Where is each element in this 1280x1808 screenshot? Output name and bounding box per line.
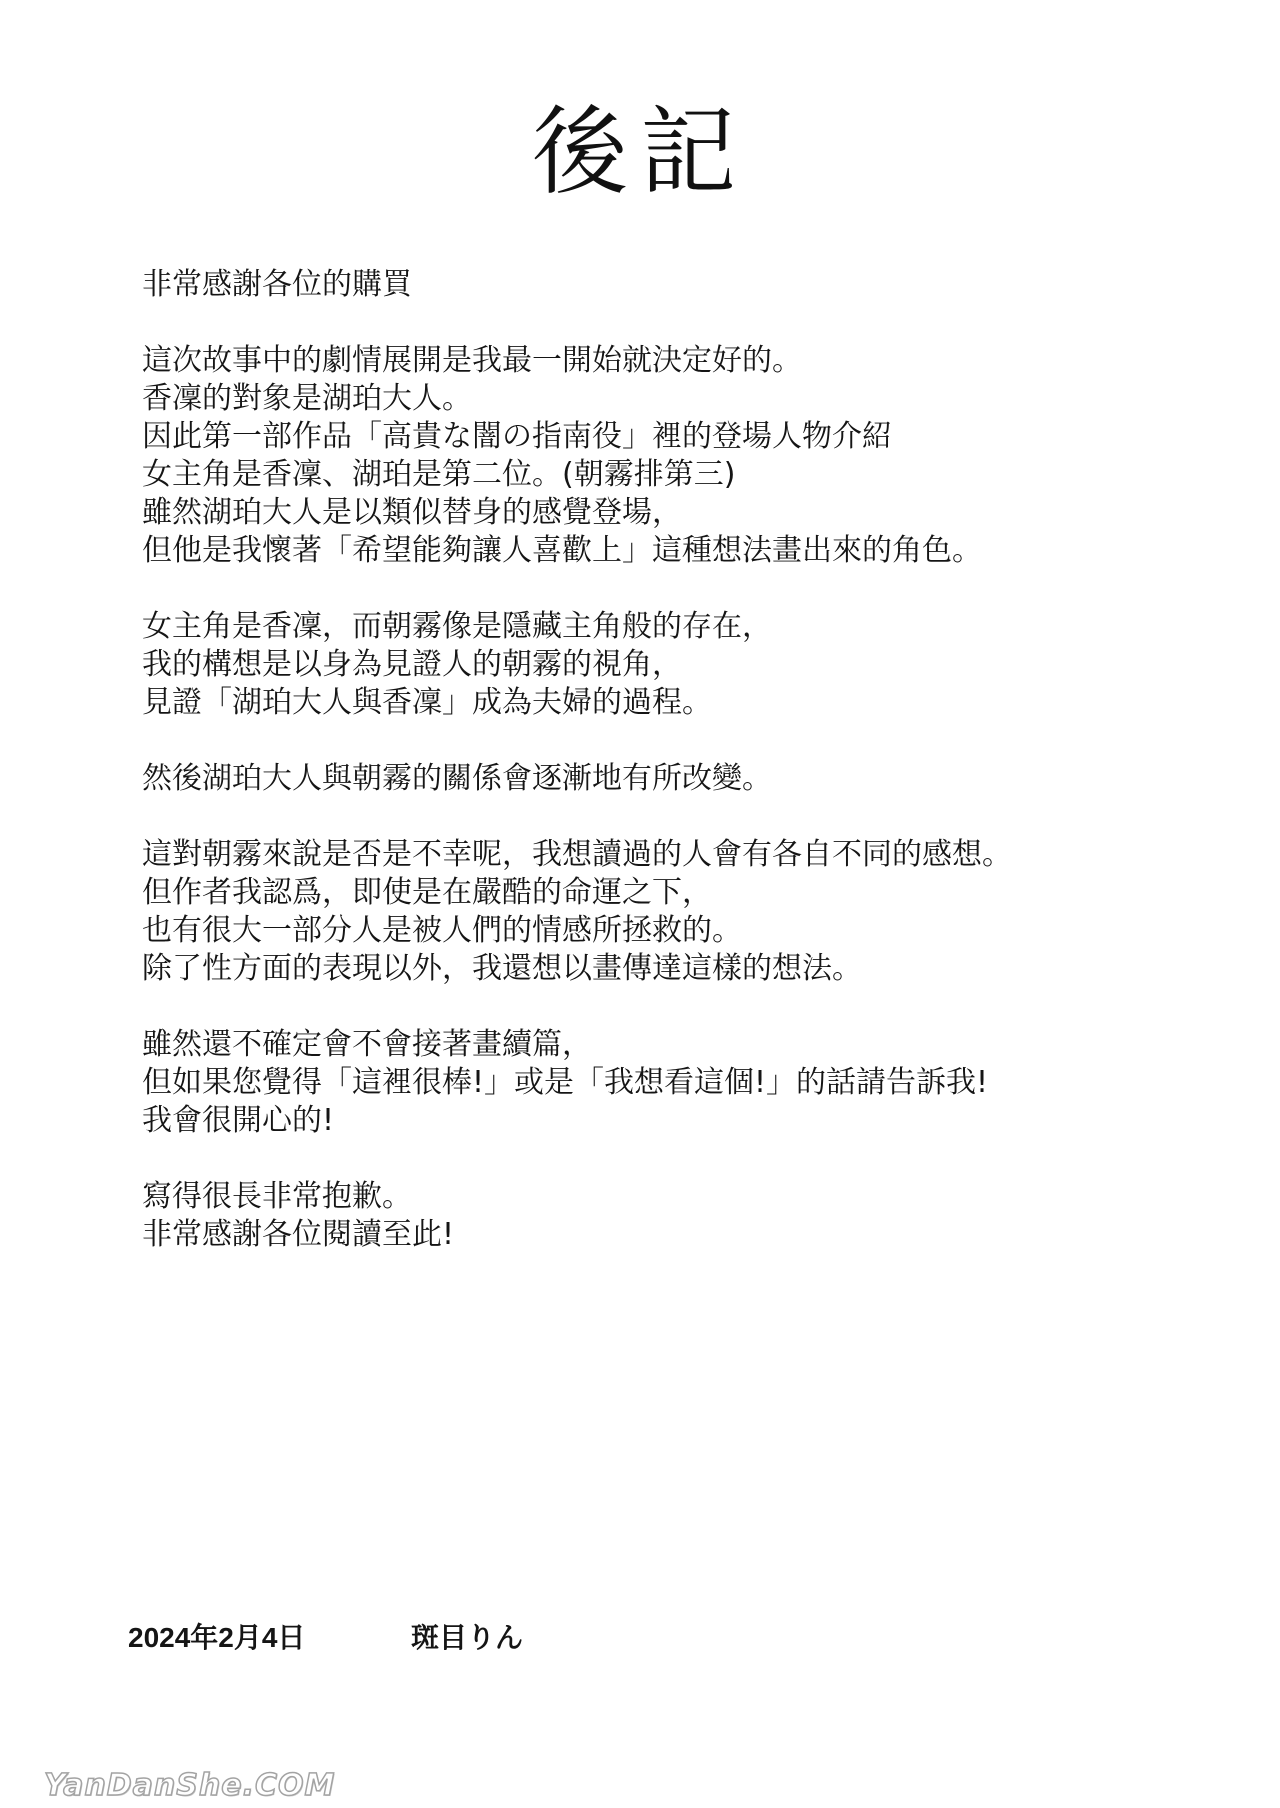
text-line: 也有很大一部分人是被人們的情感所拯救的。 — [142, 913, 742, 948]
text-line: 女主角是香凜、湖珀是第二位。(朝霧排第三) — [142, 457, 736, 492]
text-line: 非常感謝各位的購買 — [142, 267, 412, 302]
text-line: 然後湖珀大人與朝霧的關係會逐漸地有所改變。 — [142, 761, 772, 796]
paragraph — [142, 1026, 1162, 1140]
text-line: 這次故事中的劇情展開是我最一開始就決定好的。 — [142, 343, 802, 378]
text-line: 雖然還不確定會不會接著畫續篇， — [142, 1027, 592, 1062]
text-line: 非常感謝各位閱讀至此! — [142, 1217, 455, 1252]
page-title: 後記 — [532, 96, 748, 208]
text-line: 見證「湖珀大人與香凜」成為夫婦的過程。 — [142, 685, 712, 720]
text-line: 因此第一部作品「高貴な闇の指南役」裡的登場人物介紹 — [142, 419, 892, 454]
text-line: 我的構想是以身為見證人的朝霧的視角， — [142, 647, 682, 682]
text-line: 香凜的對象是湖珀大人。 — [142, 381, 472, 416]
signature-author: 斑目りん — [411, 1622, 524, 1653]
paragraph — [142, 266, 1162, 304]
text-line: 雖然湖珀大人是以類似替身的感覺登場， — [142, 495, 682, 530]
signature-date: 2024年2月4日 — [128, 1622, 306, 1653]
text-line: 女主角是香凜，而朝霧像是隱藏主角般的存在， — [142, 609, 772, 644]
text-line: 寫得很長非常抱歉。 — [142, 1179, 412, 1214]
text-line: 我會很開心的! — [142, 1103, 335, 1138]
text-line: 除了性方面的表現以外，我還想以畫傳達這樣的想法。 — [142, 951, 862, 986]
text-line: 但如果您覺得「這裡很棒!」或是「我想看這個!」的話請告訴我! — [142, 1065, 989, 1100]
afterword-body — [142, 266, 1162, 1292]
paragraph — [142, 1178, 1162, 1254]
watermark-logo: YanDanShe.COM — [44, 1768, 336, 1803]
text-line: 這對朝霧來說是否是不幸呢，我想讀過的人會有各自不同的感想。 — [142, 837, 1012, 872]
text-line: 但他是我懷著「希望能夠讓人喜歡上」這種想法畫出來的角色。 — [142, 533, 982, 568]
paragraph — [142, 608, 1162, 722]
text-line: 但作者我認爲，即使是在嚴酷的命運之下， — [142, 875, 712, 910]
paragraph — [142, 836, 1162, 988]
paragraph — [142, 760, 1162, 798]
paragraph — [142, 342, 1162, 570]
